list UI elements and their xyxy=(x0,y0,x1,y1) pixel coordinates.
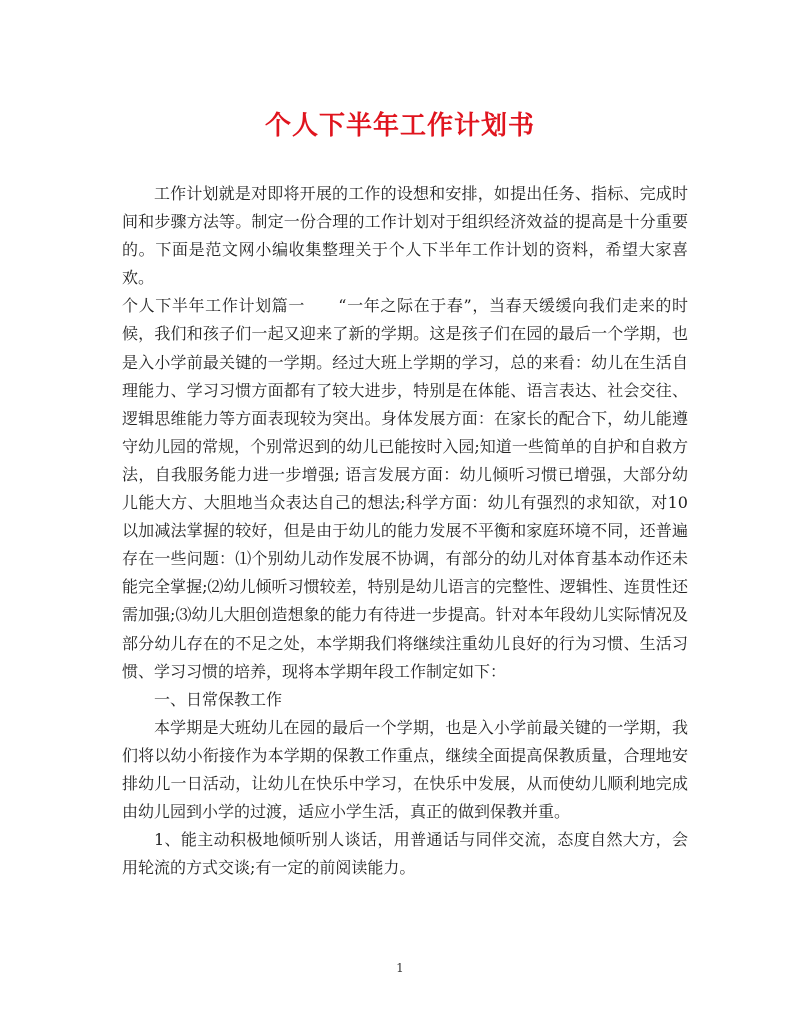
daily-care-paragraph: 本学期是大班幼儿在园的最后一个学期，也是入小学前最关键的一学期，我们将以幼小衔接作为本学期的保教工作重点，继续全面提高保教质量，合理地安排幼儿一日活动，让幼儿在快乐中学习，在快乐中发展，从而使幼儿顺利地完成由幼儿园到小学的过渡，适应小学生活，真正的做到保教并重。 xyxy=(122,717,688,822)
document-title: 个人下半年工作计划书 xyxy=(264,111,535,141)
item-one-paragraph: 1、能主动积极地倾听别人谈话，用普通话与同伴交流，态度自然大方，会用轮流的方式交谈;有一定的前阅读能力。 xyxy=(122,830,688,878)
plan-part-one-paragraph: 个人下半年工作计划篇一 “一年之际在于春”，当春天缓缓向我们走来的时候，我们和孩子们一起又迎来了新的学期。这是孩子们在园的最后一个学期，也是入小学前最关键的一学期。经过大班上学期的学习，总的来看：幼儿在生活自理能力、学习习惯方面都有了较大进步，特别是在体能、语言表达、社会交往、逻辑思维能力等方面表现较为突出。身体发展方面：在家长的配合下，幼儿能遵守幼儿园的常规，个别常迟到的幼儿已能按时入园;知道一些简单的自护和自救方法，自我服务能力进一步增强; 语言发展方面：幼儿倾听习惯已增强，大部分幼儿能大方、大胆地当众表达自己的想法;科学方面：幼儿有强烈的求知欲，对10以加减法掌握的较好，但是由于幼儿的能力发展不平衡和家庭环境不同，还普遍存在一些问题：⑴个别幼儿动作发展不协调，有部分的幼儿对体育基本动作还未能完全掌握;⑵幼儿倾听习惯较差，特别是幼儿语言的完整性、逻辑性、连贯性还需加强;⑶幼儿大胆创造想象的能力有待进一步提高。针对本年段幼儿实际情况及部分幼儿存在的不足之处，本学期我们将继续注重幼儿良好的行为习惯、生活习惯、学习习惯的培养，现将本学期年段工作制定如下： xyxy=(122,296,688,681)
page-number: 1 xyxy=(396,961,404,975)
document-body xyxy=(122,180,688,882)
section-heading-daily-care: 一、日常保教工作 xyxy=(154,689,283,709)
intro-paragraph: 工作计划就是对即将开展的工作的设想和安排，如提出任务、指标、完成时间和步骤方法等。制定一份合理的工作计划对于组织经济效益的提高是十分重要的。下面是范文网小编收集整理关于个人下半年工作计划的资料，希望大家喜欢。 xyxy=(122,184,688,288)
